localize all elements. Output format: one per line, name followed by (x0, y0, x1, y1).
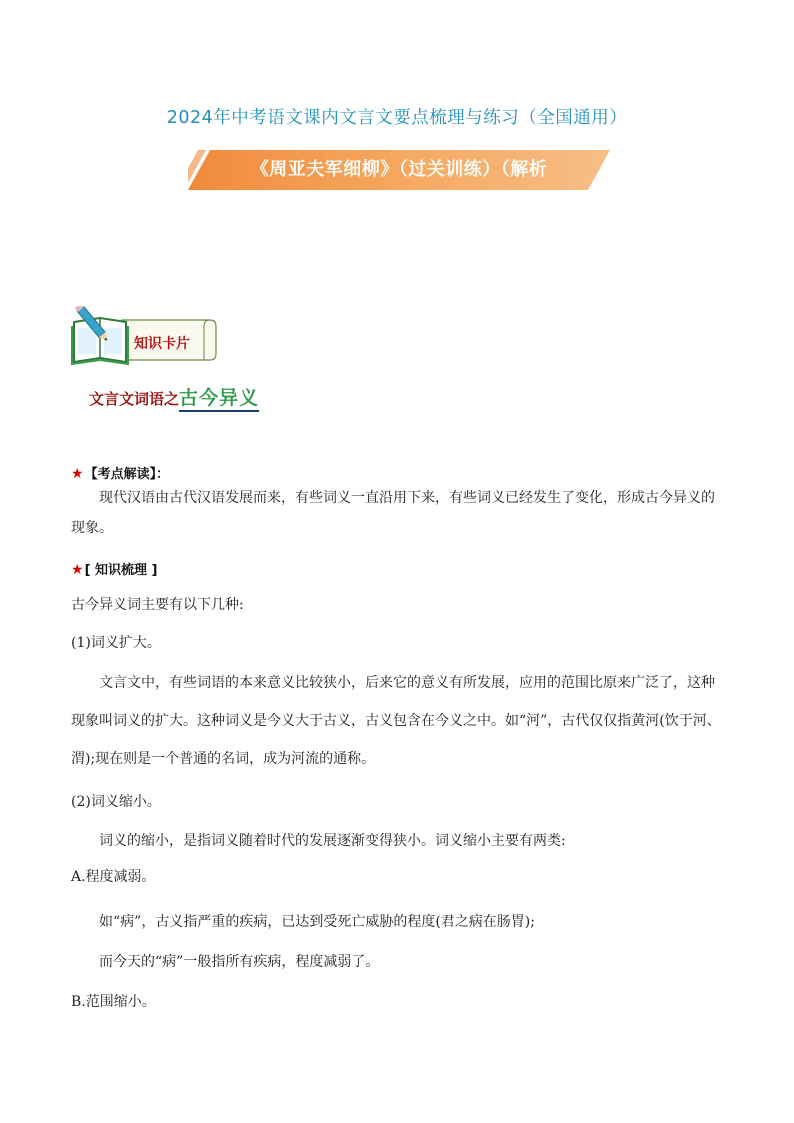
item2-title: (2)词义缩小。 (71, 794, 161, 810)
knowledge-card-label: 知识卡片 (134, 336, 190, 352)
kaodian-body: 现代汉语由古代汉语发展而来，有些词义一直沿用下来，有些词义已经发生了变化，形成古今异义的现象。 (71, 490, 715, 536)
zhishi-title: [ 知识梳理 ] (84, 563, 158, 578)
subheading-term: 古今异义 (179, 387, 259, 412)
section-subheading (89, 383, 259, 410)
kaodian-heading (71, 463, 169, 482)
kaodian-title: 【考点解读】： (84, 467, 170, 482)
star-icon: ★ (71, 562, 84, 578)
banner-title: 《周亚夫军细柳》（过关训练）（解析 (250, 159, 548, 180)
item2-body: 词义的缩小，是指词义随着时代的发展逐渐变得狭小。词义缩小主要有两类: (99, 833, 566, 849)
zhishi-heading (71, 559, 158, 578)
document-title: 2024年中考语文课内文言文要点梳理与练习（全国通用） (166, 108, 628, 128)
subA-line1: 如“病”，古义指严重的疾病，已达到受死亡威胁的程度(君之病在肠胃); (99, 914, 535, 930)
item1-title: (1)词义扩大。 (71, 635, 161, 651)
star-icon: ★ (71, 466, 84, 482)
subA-line2: 而今天的“病”一般指所有疾病，程度减弱了。 (99, 954, 380, 970)
item1-body: 文言文中，有些词语的本来意义比较狭小，后来它的意义有所发展，应用的范围比原来广泛了，这种现象叫词义的扩大。这种词义是今义大于古义，古义包含在今义之中。如“河”，古代仅仅指黄河(饮于河、渭);现在则是一个普通的名词，成为河流的通称。 (71, 675, 721, 767)
subB-title: B.范围缩小。 (71, 994, 156, 1010)
subheading-prefix: 文言文词语之 (89, 390, 180, 408)
title-banner (188, 150, 610, 190)
subA-title: A.程度减弱。 (71, 869, 156, 885)
intro-text: 古今异义词主要有以下几种: (71, 597, 244, 613)
